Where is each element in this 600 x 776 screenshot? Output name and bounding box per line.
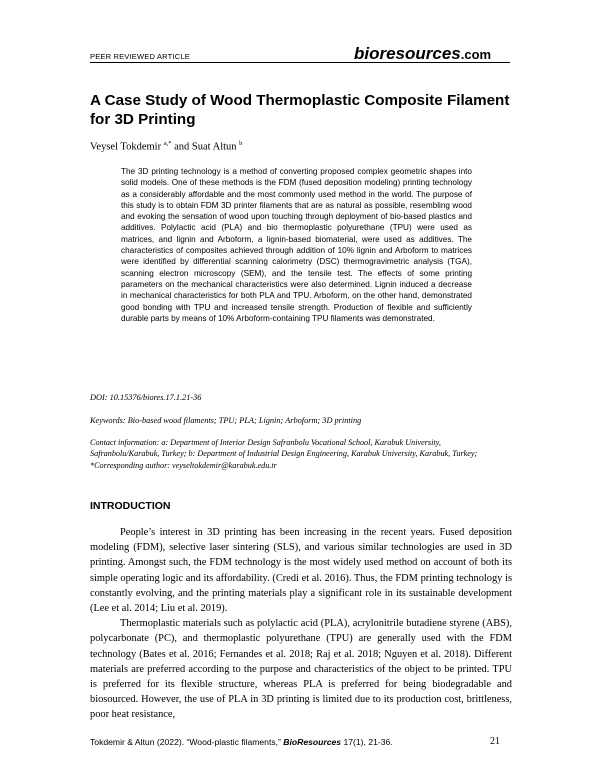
citation-suffix: 17(1), 21-36. [341,737,393,747]
paragraph: Thermoplastic materials such as polylactic acid (PLA), acrylonitrile butadiene styrene (ABS), polycarbonate (PC), and thermoplastic polyurethane (TPU) are generally used with the FDM technology (Bates et al. 2016; Fernandes et al. 2018; Raj et al. 2018; Nguyen et al. 2018). Different materials are preferred according to the purpose and characteristics of the object to be printed. TPU is preferred for its flexible structure, whereas PLA is preferred for being biodegradable and biosourced. However, the use of PLA in 3D printing is limited due to its production cost, brittleness, poor heat resistance, [90,618,512,721]
journal-name: BioResources [283,737,342,747]
abstract: The 3D printing technology is a method of converting proposed complex geometric shapes into solid models. One of these methods is the FDM (fused deposition modeling) printing technology as a considerably affordable and the most commonly used method in the world. The purpose of this study is to obtain FDM 3D printer filaments that are as natural as possible, resembling wood and evoking the sensation of wood upon touching through deployment of bio-based plastics and additives. Polylactic acid (PLA) and bio thermoplastic polyurethane (TPU) were used as matrices, and lignin and Arboform, a lignin-based biomaterial, were used as additives. The characteristics of composites achieved through addition of 10% lignin and Arboform to matrices were identified by differential scanning calorimetry (DSC) thermogravimetric analysis (TGA), scanning electron microscopy (SEM), and the tensile test. The effects of some printing parameters on the mechanical characteristics were also determined. Lignin induced a decrease in mechanical characteristics for both PLA and TPU. Arboform, on the other hand, demonstrated good bonding with TPU and increased tensile strength. Production of flexible and sufficiently durable parts by means of 10% Arboform-containing TPU filaments was demonstrated. [121,167,472,323]
paragraph: People’s interest in 3D printing has been increasing in the recent years. Fused deposition modeling (FDM), selective laser sintering (SLS), and various similar technologies are used in 3D printing. Amongst such, the FDM technology is the most widely used method on account of both its simple operating logic and its affordability. (Credi et al. 2016). Thus, the FDM printing technology is constantly evolving, and the printing materials play a significant role in its sustainable development (Lee et al. 2014; Liu et al. 2019). [90,527,512,615]
doi: DOI: 10.15376/biores.17.1.21-36 [90,393,202,402]
header-brand [354,44,491,64]
body-text [90,525,512,723]
author-second-affiliation: b [239,140,243,147]
footer-citation [90,737,393,747]
authors [90,140,242,153]
contact-information: Contact information: a: Department of Interior Design Safranbolu Vocational School, Karabuk University, Safranbolu/Karabuk, Turkey; b: Department of Industrial Design Engineering, Karabuk University, Karabuk, Turkey; *Corresponding author: veyseltokdemir@karabuk.edu.tr [90,438,478,470]
section-title: INTRODUCTION [90,500,171,512]
keywords: Keywords: Bio-based wood filaments; TPU; PLA; Lignin; Arboform; 3D printing [90,416,362,425]
author-first: Veysel Tokdemir [90,141,164,153]
header-label: PEER REVIEWED ARTICLE [90,52,190,61]
author-and: and Suat Altun [171,141,240,153]
author-first-affiliation: a,* [163,140,172,147]
article-title: A Case Study of Wood Thermoplastic Composite Filament for 3D Printing [90,92,510,128]
brand-suffix: .com [460,47,492,62]
citation-prefix: Tokdemir & Altun (2022). “Wood-plastic filaments,” [90,737,284,747]
page-number: 21 [490,736,500,747]
brand-name: bioresources [354,44,461,63]
